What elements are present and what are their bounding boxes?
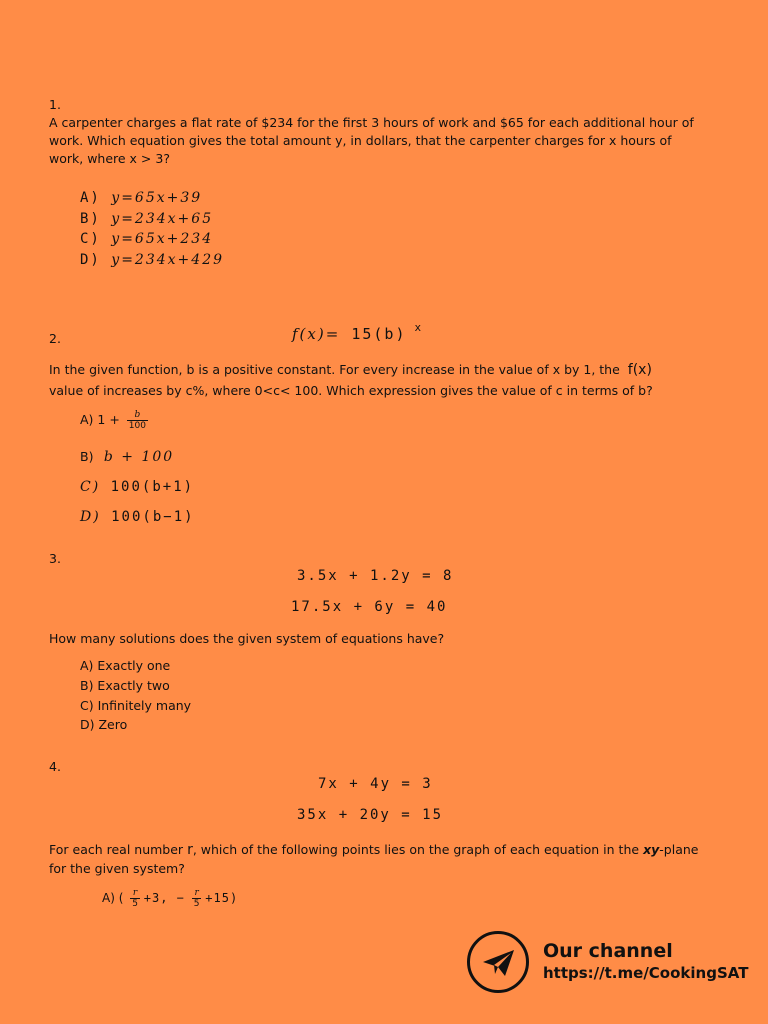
q3-number: 3. <box>49 551 61 566</box>
q2-option-b-label: B) <box>80 449 94 464</box>
q4-option-a-fraction-1 <box>130 888 140 909</box>
q2-function-exponent: x <box>414 321 424 334</box>
q4-text-line-1-b: , which of the following points lies on the graph of each equation in the <box>192 842 640 857</box>
q2-function-lhs: f(x)= <box>292 325 341 343</box>
q4-number: 4. <box>49 759 61 774</box>
q1-option-letter: B) <box>80 211 101 227</box>
q4-text-line-1-xy: xy <box>643 842 660 857</box>
q2-number: 2. <box>49 331 61 346</box>
q2-option-a-fraction <box>127 410 148 431</box>
q2-text-line-2: value of increases by c%, where 0<c< 100. Which expression gives the value of c in terms of b? <box>49 383 653 398</box>
q1-option-expression: y=234x+429 <box>111 252 225 268</box>
q1-option-expression: y=65x+234 <box>111 231 214 247</box>
q3-equation-1: 3.5x + 1.2y = 8 <box>297 568 454 584</box>
q4-text-line-1-r: r <box>187 842 193 858</box>
q4-option-a-middle: +3, − <box>143 891 185 905</box>
q1-option-d <box>80 252 224 268</box>
q1-option-letter: C) <box>80 231 101 247</box>
q2-option-a <box>80 410 148 431</box>
q1-text-line-1: A carpenter charges a flat rate of $234 for the first 3 hours of work and $65 for each additional hour of <box>49 115 694 130</box>
q2-option-c-label: C) <box>80 479 101 495</box>
q1-option-b <box>80 211 213 227</box>
q2-option-b-expression: b + 100 <box>103 449 175 465</box>
q2-text-line-1 <box>49 361 652 379</box>
q2-option-c <box>80 479 194 495</box>
q4-option-a-fraction-2 <box>192 888 202 909</box>
q4-text-line-1-c: -plane <box>659 842 699 857</box>
q4-text-line-2: for the given system? <box>49 861 185 876</box>
telegram-icon[interactable] <box>467 931 529 993</box>
channel-link[interactable]: https://t.me/CookingSAT <box>543 964 749 982</box>
q4-option-a-fraction-1-denominator: 5 <box>132 899 138 909</box>
q4-text-line-1 <box>49 841 698 859</box>
q2-function <box>292 321 424 343</box>
channel-title: Our channel <box>543 940 673 962</box>
q2-option-c-expression: 100(b+1) <box>110 479 195 495</box>
q2-option-d-expression: 100(b−1) <box>111 509 195 525</box>
q1-text-line-3: work, where x > 3? <box>49 151 170 166</box>
paper-plane-icon <box>481 947 517 979</box>
q4-option-a-end: +15) <box>205 891 239 905</box>
q1-number: 1. <box>49 97 61 112</box>
q2-option-d-label: D) <box>80 509 101 525</box>
q4-option-a-fraction-2-denominator: 5 <box>193 899 200 909</box>
q1-option-expression: y=234x+65 <box>111 211 214 227</box>
q4-option-a-fraction-2-numerator: r <box>192 888 202 899</box>
q2-option-a-numerator: b <box>127 410 148 421</box>
q2-option-d <box>80 509 195 525</box>
q1-option-letter: D) <box>80 252 101 268</box>
q2-text-line-1-fx: f(x) <box>627 362 652 378</box>
q4-option-a-label: A) ( <box>102 891 124 905</box>
q1-text-line-2: work. Which equation gives the total amount y, in dollars, that the carpenter charges for x hours of <box>49 133 672 148</box>
q4-option-a <box>102 888 238 909</box>
q2-text-line-1-main: In the given function, b is a positive constant. For every increase in the value of x by 1, the <box>49 362 620 377</box>
q1-option-letter: A) <box>80 190 101 206</box>
q4-equation-2: 35x + 20y = 15 <box>297 807 444 823</box>
q1-option-a <box>80 190 202 206</box>
q1-option-expression: y=65x+39 <box>111 190 203 206</box>
q1-option-c <box>80 231 213 247</box>
q2-function-rhs: 15(b) <box>351 325 407 343</box>
q3-question: How many solutions does the given system of equations have? <box>49 631 445 646</box>
q3-equation-2: 17.5x + 6y = 40 <box>291 599 448 615</box>
q3-option-b: B) Exactly two <box>80 678 170 693</box>
q4-equation-1: 7x + 4y = 3 <box>318 776 433 792</box>
q3-option-d: D) Zero <box>80 717 128 732</box>
q3-option-a: A) Exactly one <box>80 658 171 673</box>
q2-option-a-denominator: 100 <box>128 421 146 431</box>
q2-option-b <box>80 449 174 465</box>
q4-text-line-1-a: For each real number <box>49 842 184 857</box>
q3-option-c: C) Infinitely many <box>80 698 192 713</box>
q4-option-a-fraction-1-numerator: r <box>130 888 140 899</box>
q2-option-a-label: A) 1 + <box>80 412 120 427</box>
